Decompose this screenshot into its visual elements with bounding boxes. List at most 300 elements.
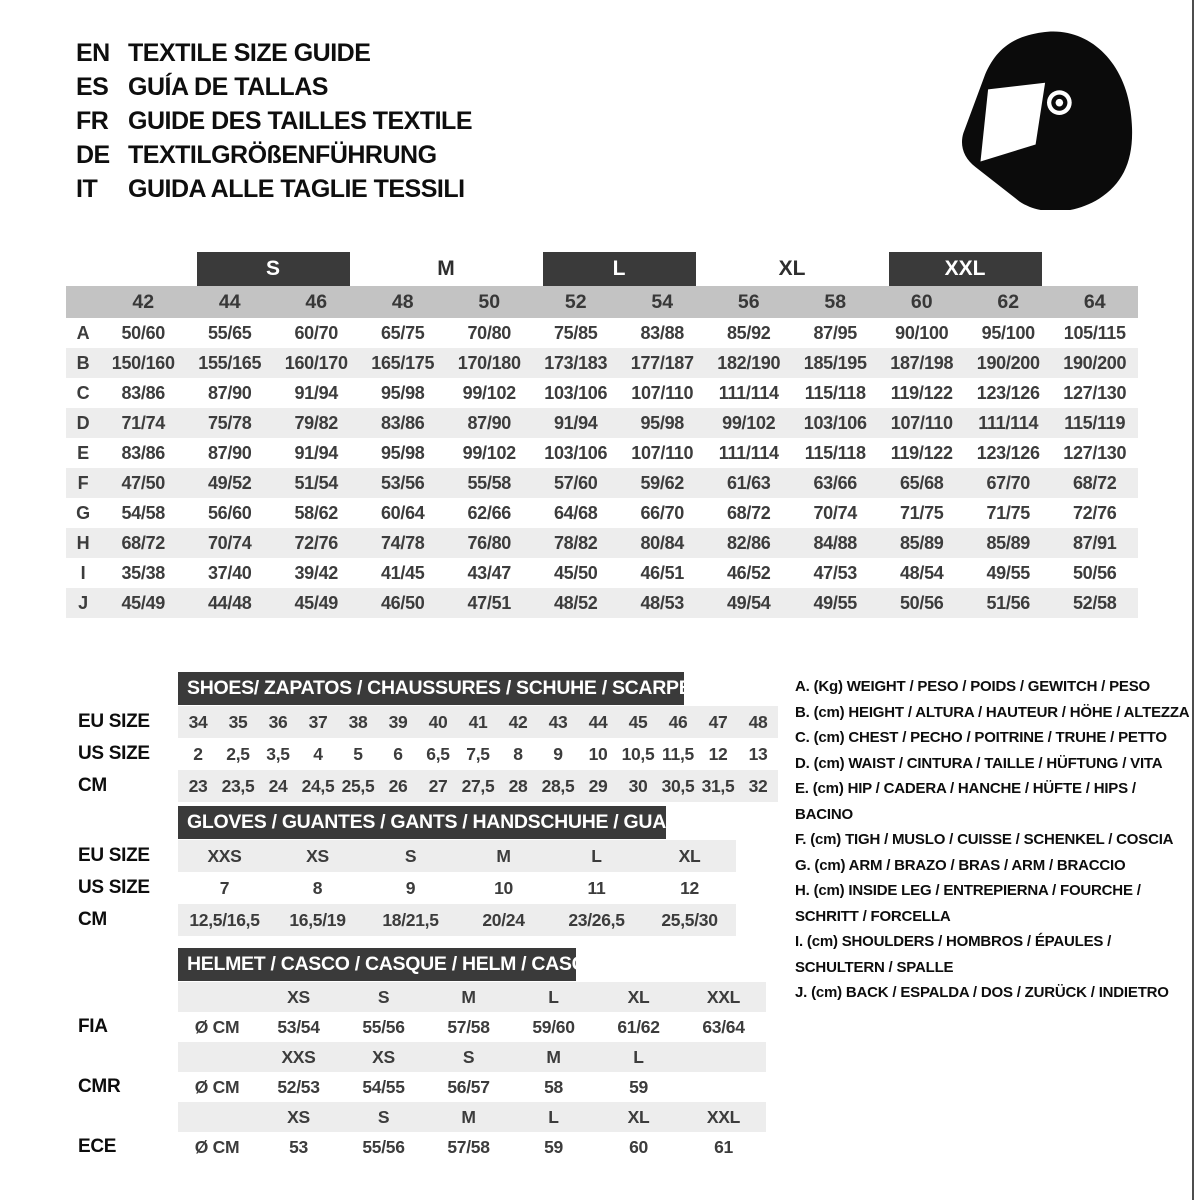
language-title-list [76,36,472,206]
legend-item: A. (Kg) WEIGHT / PESO / POIDS / GEWITCH / PESO [795,678,1150,695]
measurement-value: 46/52 [726,562,771,583]
helmet-size-label: S [426,1042,511,1072]
helmet-size-value: 58 [544,1076,563,1097]
label-column-spacer [66,806,178,839]
helmet-size-label [681,1042,766,1072]
measurement-value: 84/88 [813,532,858,553]
unit-column-spacer [178,1042,256,1072]
size-value: 30,5 [658,770,698,802]
measurement-value: 74/78 [380,532,425,553]
guide-title: TEXTILGRÖßENFÜHRUNG [128,140,437,169]
size-value: 9 [405,877,416,898]
measurement-value: 66/70 [640,502,685,523]
size-value: 45 [618,706,658,738]
size-number-header: 58 [824,290,847,313]
measurement-value: 95/98 [380,382,425,403]
measurement-value: 185/195 [803,352,867,373]
size-row [66,770,778,802]
measurement-value: 46/51 [640,562,685,583]
measurement-value: 55/58 [467,472,512,493]
size-value: 42 [498,706,538,738]
size-value: 13 [748,743,768,764]
measurement-value: 170/180 [457,352,521,373]
size-row [66,840,736,872]
measurement-value: 87/90 [207,442,252,463]
measurement-value: 75/78 [207,412,252,433]
size-value: 47 [698,706,738,738]
measurement-value: 83/86 [121,442,166,463]
helmet-values-row [66,1072,766,1102]
measurement-value: 49/55 [813,592,858,613]
measurement-value: 95/98 [380,442,425,463]
guide-title: GUIDE DES TAILLES TEXTILE [128,106,473,135]
measurement-value: 58/62 [294,502,339,523]
measurement-row [66,378,1138,408]
measurement-row [66,528,1138,558]
measurement-value: 71/74 [121,412,166,433]
measurement-value: 87/91 [1072,532,1117,553]
measurement-value: 87/95 [813,322,858,343]
unit-column-spacer [178,1102,256,1132]
measurement-value: 47/51 [467,592,512,613]
size-value: 2 [193,743,203,764]
size-group-header-row [66,252,1138,286]
size-value: 31,5 [698,770,738,802]
measurement-row-label: H [76,532,90,553]
helmet-values-row [66,1012,766,1042]
size-value: 2,5 [226,743,250,764]
measurement-value: 65/68 [899,472,944,493]
measurement-value: 190/200 [1063,352,1127,373]
measurement-value: 105/115 [1063,322,1126,343]
measurement-value: 83/86 [121,382,166,403]
size-value: 5 [353,743,363,764]
size-value: 28,5 [538,770,578,802]
size-row [66,872,736,904]
measurement-value: 56/60 [207,502,252,523]
measurement-row [66,348,1138,378]
measurement-value: 71/75 [986,502,1031,523]
helmet-size-label: S [341,1102,426,1132]
measurement-value: 91/94 [553,412,598,433]
helmet-sizes-row [66,982,766,1012]
shoes-size-table [66,672,778,802]
size-group-label: XL [778,257,806,280]
row-label-spacer [66,252,100,286]
measurement-value: 83/88 [640,322,685,343]
measurement-value: 43/47 [467,562,512,583]
size-value: 4 [313,743,323,764]
measurement-value: 55/65 [207,322,252,343]
measurement-value: 111/114 [718,442,779,463]
size-value: 20/24 [457,904,550,936]
helmet-size-value: 53/54 [277,1016,320,1037]
language-code: IT [76,174,98,203]
helmet-size-label: XXS [256,1042,341,1072]
measurement-value: 53/56 [380,472,425,493]
helmet-size-value: 61 [714,1136,733,1157]
guide-title: GUIDA ALLE TAGLIE TESSILI [128,174,465,203]
measurement-value: 49/54 [726,592,771,613]
section-header-row [66,672,778,705]
measurement-value: 79/82 [294,412,339,433]
measurement-value: 78/82 [553,532,598,553]
measurement-value: 60/70 [294,322,339,343]
language-code: EN [76,38,110,67]
size-number-header-row [66,286,1138,318]
legend-item: I. (cm) SHOULDERS / HOMBROS / ÉPAULES / SCHULTERN / SPALLE [795,933,1112,976]
measurement-value: 91/94 [294,382,339,403]
size-value: 43 [538,706,578,738]
measurement-value: 90/100 [895,322,949,343]
language-row [76,172,472,206]
measurement-value: 91/94 [294,442,339,463]
helmet-size-value: 59 [544,1136,563,1157]
size-group-label: S [197,252,350,286]
helmet-size-value: 55/56 [362,1136,405,1157]
size-value: 7 [219,877,230,898]
language-code: FR [76,106,109,135]
size-value: XL [643,840,736,872]
size-value: 25,5/30 [643,904,736,936]
measurement-value: 61/63 [726,472,771,493]
helmet-size-label: XXL [681,982,766,1012]
size-value: 37 [298,706,338,738]
size-group-label: L [543,252,696,286]
size-value: 6 [393,743,403,764]
size-number-header: 62 [997,290,1020,313]
measurement-value: 45/49 [121,592,166,613]
measurement-value: 103/106 [803,412,867,433]
helmet-size-table [66,948,766,1162]
size-value: 6,5 [426,743,450,764]
helmet-size-value [681,1072,766,1102]
standard-label: FIA [78,1016,108,1037]
measurement-value: 54/58 [121,502,166,523]
label-column-spacer [66,672,178,705]
measurement-value: 47/50 [121,472,166,493]
helmet-size-label: XS [256,1102,341,1132]
measurement-value: 160/170 [284,352,348,373]
size-value: XS [271,840,364,872]
measurement-value: 70/80 [467,322,512,343]
measurement-value: 45/50 [553,562,598,583]
measurement-row-label: B [76,352,90,373]
language-code: ES [76,72,109,101]
measurement-row-label: J [78,592,88,613]
measurement-value: 46/50 [380,592,425,613]
measurement-value: 48/53 [640,592,685,613]
size-number-header: 54 [651,290,674,313]
size-value: L [550,840,643,872]
size-value: 12,5/16,5 [178,904,271,936]
section-title: SHOES/ ZAPATOS / CHAUSSURES / SCHUHE / SCARPE [178,672,684,705]
size-value: 7,5 [466,743,490,764]
section-header-row [66,948,766,981]
row-label-spacer [66,286,100,318]
size-number-header: 48 [391,290,414,313]
size-value: 11 [587,877,606,898]
size-value: 18/21,5 [364,904,457,936]
measurement-value: 50/56 [1072,562,1117,583]
size-number-header: 42 [132,290,155,313]
measurement-value: 71/75 [899,502,944,523]
measurement-value: 35/38 [121,562,166,583]
size-value: 24,5 [298,770,338,802]
size-value: 41 [458,706,498,738]
measurement-value: 44/48 [207,592,252,613]
measurement-row [66,588,1138,618]
size-value: 9 [553,743,563,764]
measurement-value: 87/90 [467,412,512,433]
size-value: 11,5 [662,743,694,764]
language-row [76,104,472,138]
measurement-value: 72/76 [294,532,339,553]
measurement-value: 82/86 [726,532,771,553]
size-value: M [457,840,550,872]
size-value: 48 [738,706,778,738]
row-label: CM [78,909,107,930]
helmet-size-label: S [341,982,426,1012]
size-row [66,706,778,738]
measurement-value: 115/118 [804,442,866,463]
page-edge-line [1192,0,1194,1200]
helmet-size-value: 52/53 [277,1076,320,1097]
size-value: 23,5 [218,770,258,802]
size-value: XXS [178,840,271,872]
label-column-spacer [66,1102,178,1132]
measurement-value: 47/53 [813,562,858,583]
label-column-spacer [66,948,178,981]
size-value: 39 [378,706,418,738]
diameter-unit-label: Ø CM [194,1136,240,1157]
helmet-sizes-row [66,1102,766,1132]
size-value: 10 [494,877,513,898]
measurement-value: 85/92 [726,322,771,343]
measurement-value: 115/119 [1064,412,1126,433]
measurement-value: 70/74 [207,532,252,553]
size-value: 12 [708,743,728,764]
diameter-unit-label: Ø CM [194,1016,240,1037]
standard-label: ECE [78,1136,117,1157]
helmet-size-label: M [426,1102,511,1132]
measurement-value: 60/64 [380,502,425,523]
size-number-header: 50 [478,290,501,313]
measurement-row-label: E [77,442,89,463]
measurement-value: 70/74 [813,502,858,523]
size-value: 38 [338,706,378,738]
measurement-value: 119/122 [890,442,953,463]
size-number-header: 60 [910,290,933,313]
size-group-label: M [437,257,455,280]
size-value: 28 [498,770,538,802]
helmet-size-value: 63/64 [702,1016,745,1037]
measurement-value: 187/198 [890,352,954,373]
size-number-header: 46 [305,290,328,313]
measurement-row [66,558,1138,588]
row-label: US SIZE [78,877,150,898]
measurement-value: 111/114 [978,412,1039,433]
measurement-value: 63/66 [813,472,858,493]
size-value: 34 [178,706,218,738]
legend-item: B. (cm) HEIGHT / ALTURA / HAUTEUR / HÖHE / ALTEZZA [795,703,1190,721]
measurement-row-label: F [77,472,89,493]
measurement-value: 107/110 [890,412,953,433]
helmet-size-value: 59 [629,1076,648,1097]
helmet-size-label: XS [341,1042,426,1072]
row-label: EU SIZE [78,845,150,866]
measurement-value: 95/98 [640,412,685,433]
size-number-header: 56 [737,290,760,313]
size-value: S [364,840,457,872]
measurement-value: 37/40 [207,562,252,583]
size-value: 25,5 [338,770,378,802]
size-value: 8 [513,743,523,764]
measurement-value: 85/89 [899,532,944,553]
size-value: 3,5 [266,743,290,764]
measurement-value: 182/190 [717,352,781,373]
measurement-row-label: A [76,322,90,343]
size-value: 8 [312,877,323,898]
row-label: CM [78,775,107,796]
size-number-header: 64 [1083,290,1106,313]
measurement-value: 177/187 [630,352,694,373]
measurement-value: 39/42 [294,562,339,583]
measurement-value: 95/100 [981,322,1035,343]
measurement-value: 173/183 [544,352,608,373]
measurement-row [66,318,1138,348]
size-value: 36 [258,706,298,738]
measurement-value: 107/110 [631,442,694,463]
helmet-size-value: 56/57 [447,1076,490,1097]
measurement-value: 68/72 [726,502,771,523]
measurement-row-label: D [76,412,90,433]
size-number-header: 44 [218,290,241,313]
gloves-size-table [66,806,736,936]
helmet-size-value: 59/60 [532,1016,575,1037]
helmet-size-label: M [426,982,511,1012]
measurement-value: 80/84 [640,532,685,553]
section-header-row [66,806,736,839]
guide-title: TEXTILE SIZE GUIDE [128,38,371,67]
measurement-value: 123/126 [976,382,1040,403]
measurement-value: 103/106 [544,382,608,403]
helmet-sizes-row [66,1042,766,1072]
measurement-value: 99/102 [462,382,516,403]
legend-item: C. (cm) CHEST / PECHO / POITRINE / TRUHE / PETTO [795,729,1167,746]
measurement-value: 87/90 [207,382,252,403]
language-row [76,36,472,70]
measurement-row-label: I [80,562,86,583]
helmet-size-value: 54/55 [362,1076,405,1097]
helmet-size-label: M [511,1042,596,1072]
textile-size-table [66,252,1138,618]
guide-title: GUÍA DE TALLAS [128,72,328,101]
measurement-value: 103/106 [544,442,608,463]
size-value: 46 [658,706,698,738]
measurement-value: 51/54 [294,472,339,493]
legend-item: D. (cm) WAIST / CINTURA / TAILLE / HÜFTUNG / VITA [795,754,1163,772]
measurement-value: 68/72 [1072,472,1117,493]
measurement-value: 165/175 [371,352,435,373]
helmet-size-label: XXL [681,1102,766,1132]
measurement-row [66,408,1138,438]
measurement-value: 67/70 [986,472,1031,493]
size-value: 24 [258,770,298,802]
measurement-value: 99/102 [722,412,776,433]
measurement-value: 41/45 [380,562,425,583]
size-row [66,738,778,770]
measurement-row [66,438,1138,468]
measurement-value: 50/56 [899,592,944,613]
helmet-size-value: 57/58 [447,1136,490,1157]
size-value: 23 [178,770,218,802]
size-value: 40 [418,706,458,738]
helmet-size-value: 53 [289,1136,308,1157]
measurement-value: 155/165 [198,352,262,373]
measurement-value: 127/130 [1063,442,1127,463]
measurement-value: 75/85 [553,322,598,343]
label-column-spacer [66,982,178,1012]
measurement-row-label: G [76,502,90,523]
row-label: EU SIZE [78,711,150,732]
measurement-value: 48/54 [899,562,944,583]
size-value: 10,5 [621,743,655,764]
legend-item: E. (cm) HIP / CADERA / HANCHE / HÜFTE / HIPS / BACINO [795,780,1136,823]
measurement-value: 50/60 [121,322,166,343]
legend-item: H. (cm) INSIDE LEG / ENTREPIERNA / FOURCHE / SCHRITT / FORCELLA [795,882,1141,925]
helmet-size-value: 55/56 [362,1016,405,1037]
section-title: HELMET / CASCO / CASQUE / HELM / CASCO [178,948,576,981]
section-title: GLOVES / GUANTES / GANTS / HANDSCHUHE / GUANTI [178,806,666,839]
measurement-row-label: C [76,382,90,403]
measurement-value: 72/76 [1072,502,1117,523]
measurement-value: 62/66 [467,502,512,523]
measurement-value: 48/52 [553,592,598,613]
measurement-value: 99/102 [462,442,516,463]
measurement-value: 111/114 [718,382,779,403]
size-number-header: 52 [564,290,587,313]
measurement-value: 150/160 [111,352,175,373]
helmet-size-label: XL [596,982,681,1012]
measurement-value: 123/126 [976,442,1040,463]
size-value: 35 [218,706,258,738]
language-code: DE [76,140,110,169]
size-value: 27,5 [458,770,498,802]
size-value: 16,5/19 [271,904,364,936]
label-column-spacer [66,1042,178,1072]
size-value: 10 [588,743,608,764]
measurement-value: 107/110 [631,382,694,403]
size-row [66,904,736,936]
size-value: 30 [618,770,658,802]
measurement-value: 57/60 [553,472,598,493]
unit-column-spacer [178,982,256,1012]
size-value: 44 [578,706,618,738]
size-value: 12 [680,877,699,898]
size-value: 32 [738,770,778,802]
helmet-size-value: 60 [629,1136,648,1157]
measurement-value: 51/56 [986,592,1031,613]
measurement-value: 52/58 [1072,592,1117,613]
size-value: 29 [578,770,618,802]
measurement-value: 68/72 [121,532,166,553]
language-row [76,70,472,104]
diameter-unit-label: Ø CM [194,1076,240,1097]
measurement-value: 64/68 [553,502,598,523]
measurement-value: 190/200 [976,352,1040,373]
measurement-legend [795,674,1193,1006]
